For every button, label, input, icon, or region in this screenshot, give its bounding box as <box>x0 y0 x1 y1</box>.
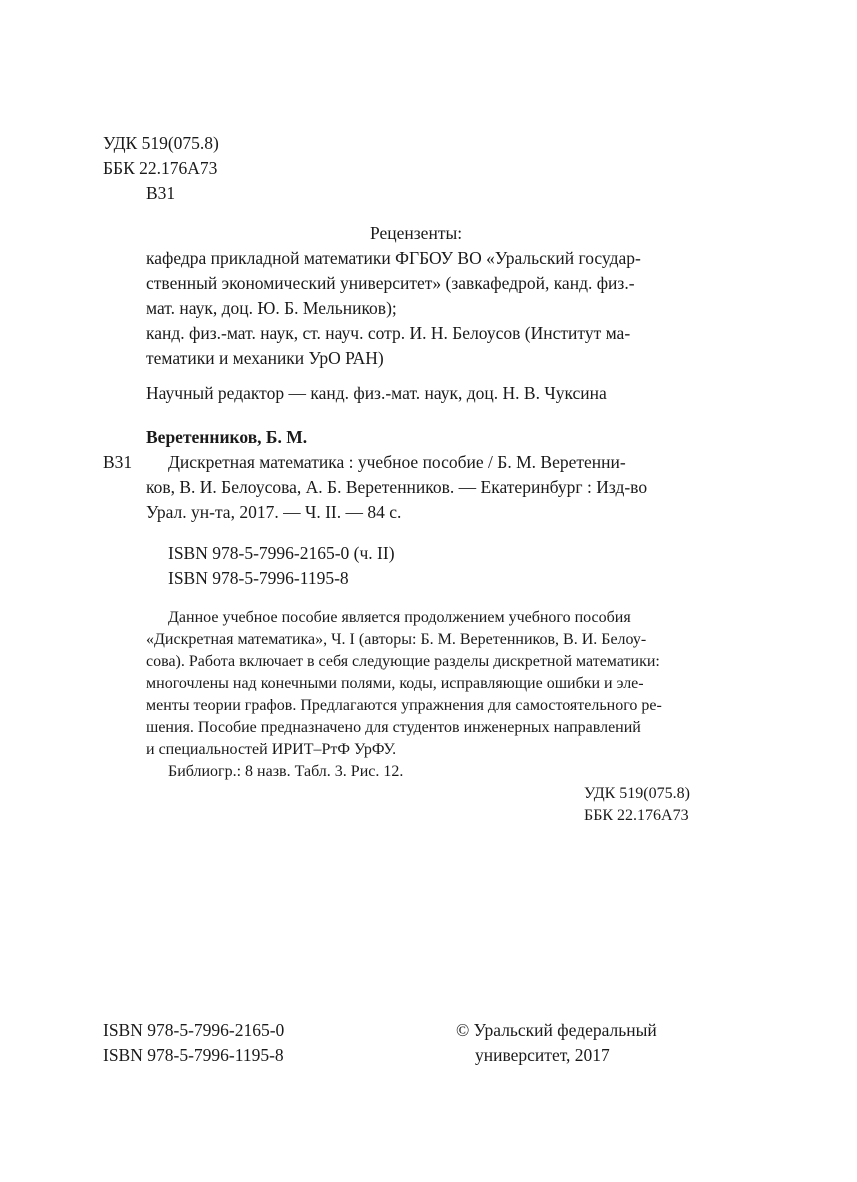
annotation-line: многочлены над конечными полями, коды, исправляющие ошибки и эле- <box>146 675 644 692</box>
biblio-line: Дискретная математика : учебное пособие / Б. М. Веретенни- <box>168 452 626 472</box>
annotation-udk: УДК 519(075.8) <box>584 785 690 802</box>
udk-header: УДК 519(075.8) <box>103 133 219 153</box>
reviewers-line: тематики и механики УрО РАН) <box>146 348 384 368</box>
footer-isbn: ISBN 978-5-7996-1195-8 <box>103 1045 284 1065</box>
copyright-line: университет, 2017 <box>475 1045 610 1065</box>
author-sign: В31 <box>103 452 133 472</box>
book-author: Веретенников, Б. М. <box>146 427 308 447</box>
annotation-line: сова). Работа включает в себя следующие разделы дискретной математики: <box>146 653 660 670</box>
annotation-line: и специальностей ИРИТ–РтФ УрФУ. <box>146 741 397 758</box>
annotation-line: «Дискретная математика», Ч. I (авторы: Б. М. Веретенников, В. И. Белоу- <box>146 631 647 648</box>
copyright-line: © Уральский федеральный <box>456 1020 657 1040</box>
annotation-bbk: ББК 22.176А73 <box>584 807 689 824</box>
annotation-line: Данное учебное пособие является продолжением учебного пособия <box>168 609 631 626</box>
biblio-line: ков, В. И. Белоусова, А. Б. Веретенников. — Екатеринбург : Изд-во <box>146 477 648 497</box>
footer-isbn: ISBN 978-5-7996-2165-0 <box>103 1020 285 1040</box>
reviewers-line: канд. физ.-мат. наук, ст. науч. сотр. И. Н. Белоусов (Институт ма- <box>146 323 631 343</box>
scientific-editor: Научный редактор — канд. физ.-мат. наук, доц. Н. В. Чуксина <box>146 383 607 403</box>
annotation-biblio: Библиогр.: 8 назв. Табл. 3. Рис. 12. <box>168 763 404 780</box>
reviewers-title: Рецензенты: <box>370 223 463 243</box>
bbk-header: ББК 22.176А73 <box>103 158 218 178</box>
reviewers-line: мат. наук, доц. Ю. Б. Мельников); <box>146 298 397 318</box>
biblio-line: Урал. ун-та, 2017. — Ч. II. — 84 с. <box>146 502 402 522</box>
annotation-line: шения. Пособие предназначено для студентов инженерных направлений <box>146 719 641 736</box>
isbn-line: ISBN 978-5-7996-2165-0 (ч. II) <box>168 543 395 563</box>
reviewers-line: ственный экономический университет» (завкафедрой, канд. физ.- <box>146 273 635 293</box>
annotation-line: менты теории графов. Предлагаются упражнения для самостоятельного ре- <box>146 697 662 714</box>
author-sign-header: В31 <box>146 183 176 203</box>
isbn-line: ISBN 978-5-7996-1195-8 <box>168 568 349 588</box>
reviewers-line: кафедра прикладной математики ФГБОУ ВО «Уральский государ- <box>146 248 641 268</box>
